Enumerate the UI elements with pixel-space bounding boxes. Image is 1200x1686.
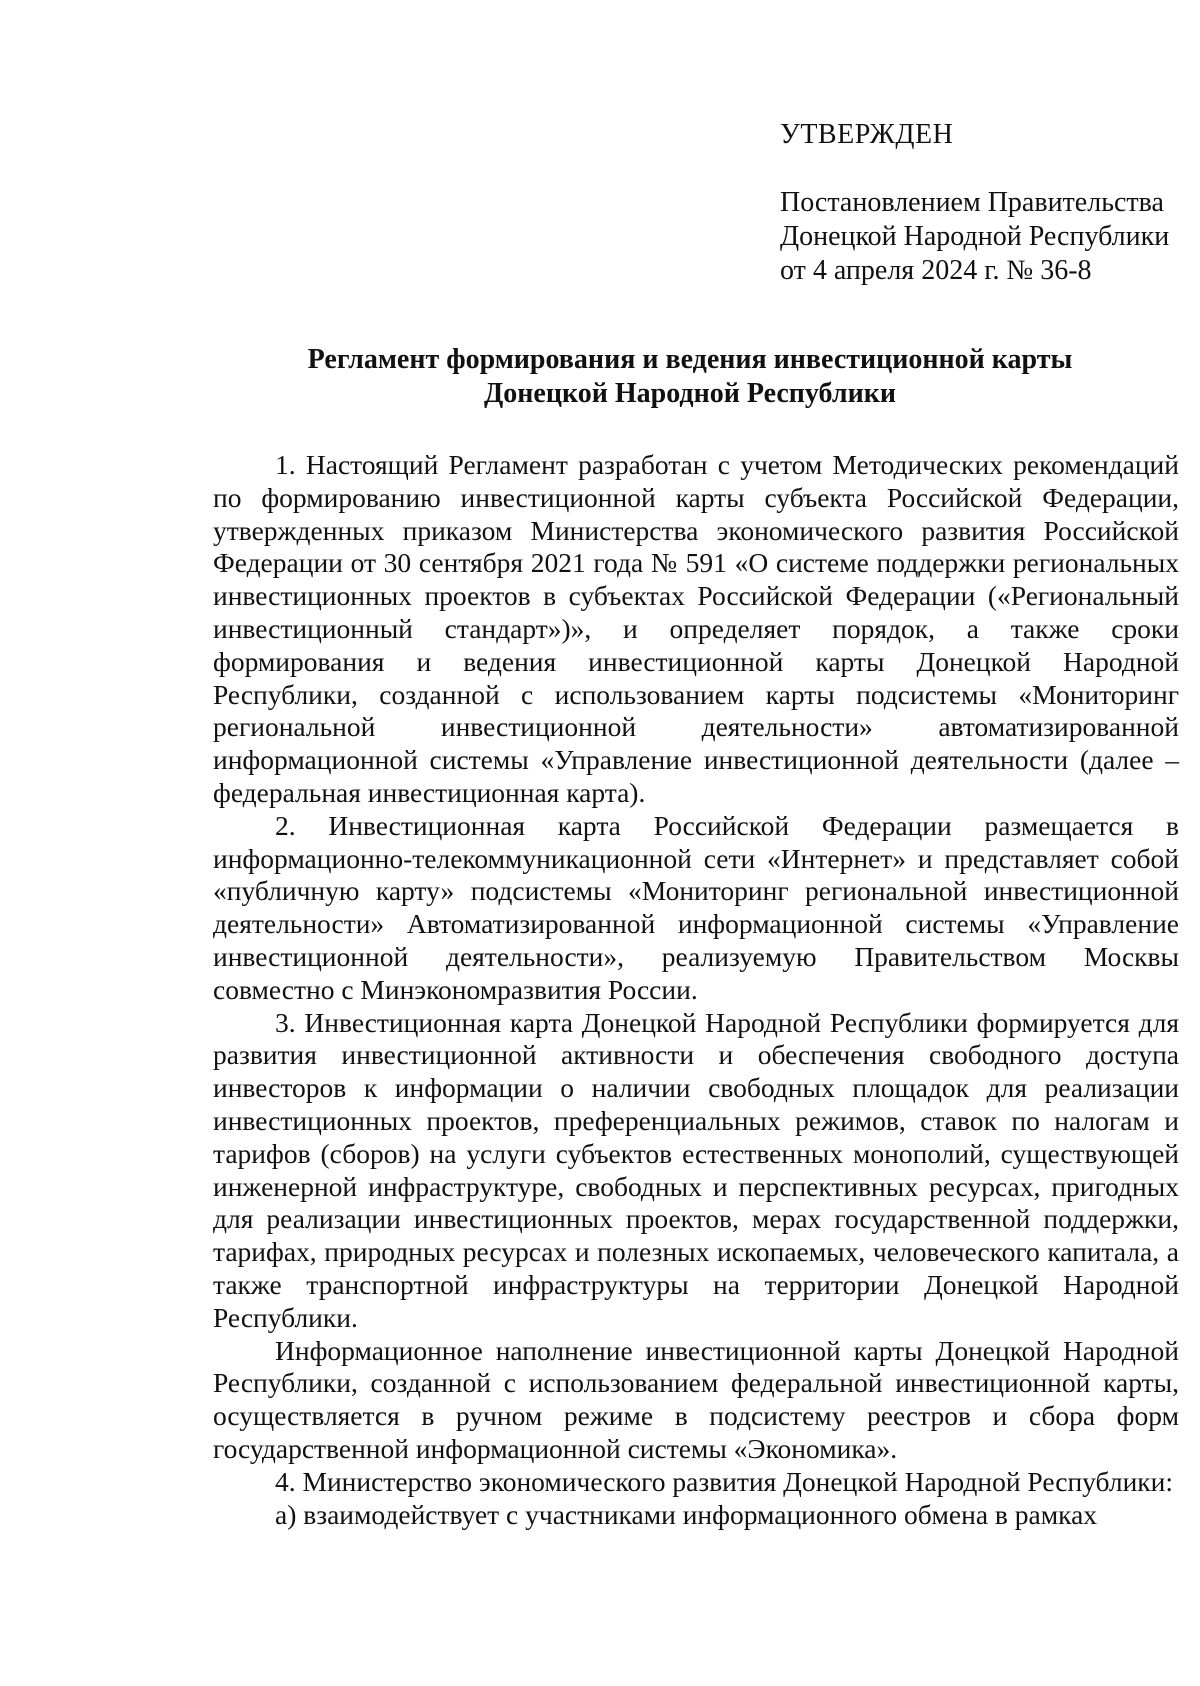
approval-line: Донецкой Народной Республики — [780, 221, 1170, 252]
document-title — [200, 343, 1180, 411]
paragraph-3-continued: Информационное наполнение инвестиционной карты Донецкой Народной Республики, созданной с использованием федеральной инвестиционной карты, осуществляется в ручном режиме в подсистему реестров и сбора форм государственной информационной системы «Экономика». — [213, 1334, 1179, 1464]
paragraph-3: 3. Инвестиционная карта Донецкой Народной Республики формируется для развития инвестиционной активности и обеспечения свободного доступа инвесторов к информации о наличии свободных площадок для реализации инвестиционных проектов, преференциальных режимов, ставок по налогам и тарифов (сборов) на услуги субъектов естественных монополий, существующей инженерной инфраструктуре, свободных и перспективных ресурсах, пригодных для реализации инвестиционных проектов, мерах государственной поддержки, тарифах, природных ресурсах и полезных ископаемых, человеческого капитала, а также транспортной инфраструктуры на территории Донецкой Народной Республики. — [213, 1006, 1179, 1333]
paragraph-4: 4. Министерство экономического развития Донецкой Народной Республики: — [275, 1465, 1174, 1497]
approval-line: от 4 апреля 2024 г. № 36-8 — [780, 255, 1092, 286]
paragraph-2: 2. Инвестиционная карта Российской Федерации размещается в информационно-телекоммуникационной сети «Интернет» и представляет собой «публичную карту» подсистемы «Мониторинг региональной инвестиционной деятельности» Автоматизированной информационной системы «Управление инвестиционной деятельности», реализуемую Правительством Москвы совместно с Минэкономразвития России. — [213, 809, 1179, 1005]
paragraph-4a: а) взаимодействует с участниками информационного обмена в рамках — [275, 1498, 1098, 1530]
approval-line: Постановлением Правительства — [780, 187, 1164, 218]
approval-title: УТВЕРЖДЕН — [780, 119, 954, 150]
document-body — [213, 449, 1179, 1531]
document-title-line: Донецкой Народной Республики — [484, 378, 896, 409]
paragraph-1: 1. Настоящий Регламент разработан с учетом Методических рекомендаций по формированию инвестиционной карты субъекта Российской Федерации, утвержденных приказом Министерства экономического развития Российской Федерации от 30 сентября 2021 года № 591 «О системе поддержки региональных инвестиционных проектов в субъектах Российской Федерации («Региональный инвестиционный стандарт»)», и определяет порядок, а также сроки формирования и ведения инвестиционной карты Донецкой Народной Республики, созданной с использованием карты подсистемы «Мониторинг региональной инвестиционной деятельности» автоматизированной информационной системы «Управление инвестиционной деятельности (далее – федеральная инвестиционная карта). — [213, 449, 1179, 808]
approval-block — [780, 118, 1180, 288]
document-title-line: Регламент формирования и ведения инвестиционной карты — [307, 344, 1073, 375]
